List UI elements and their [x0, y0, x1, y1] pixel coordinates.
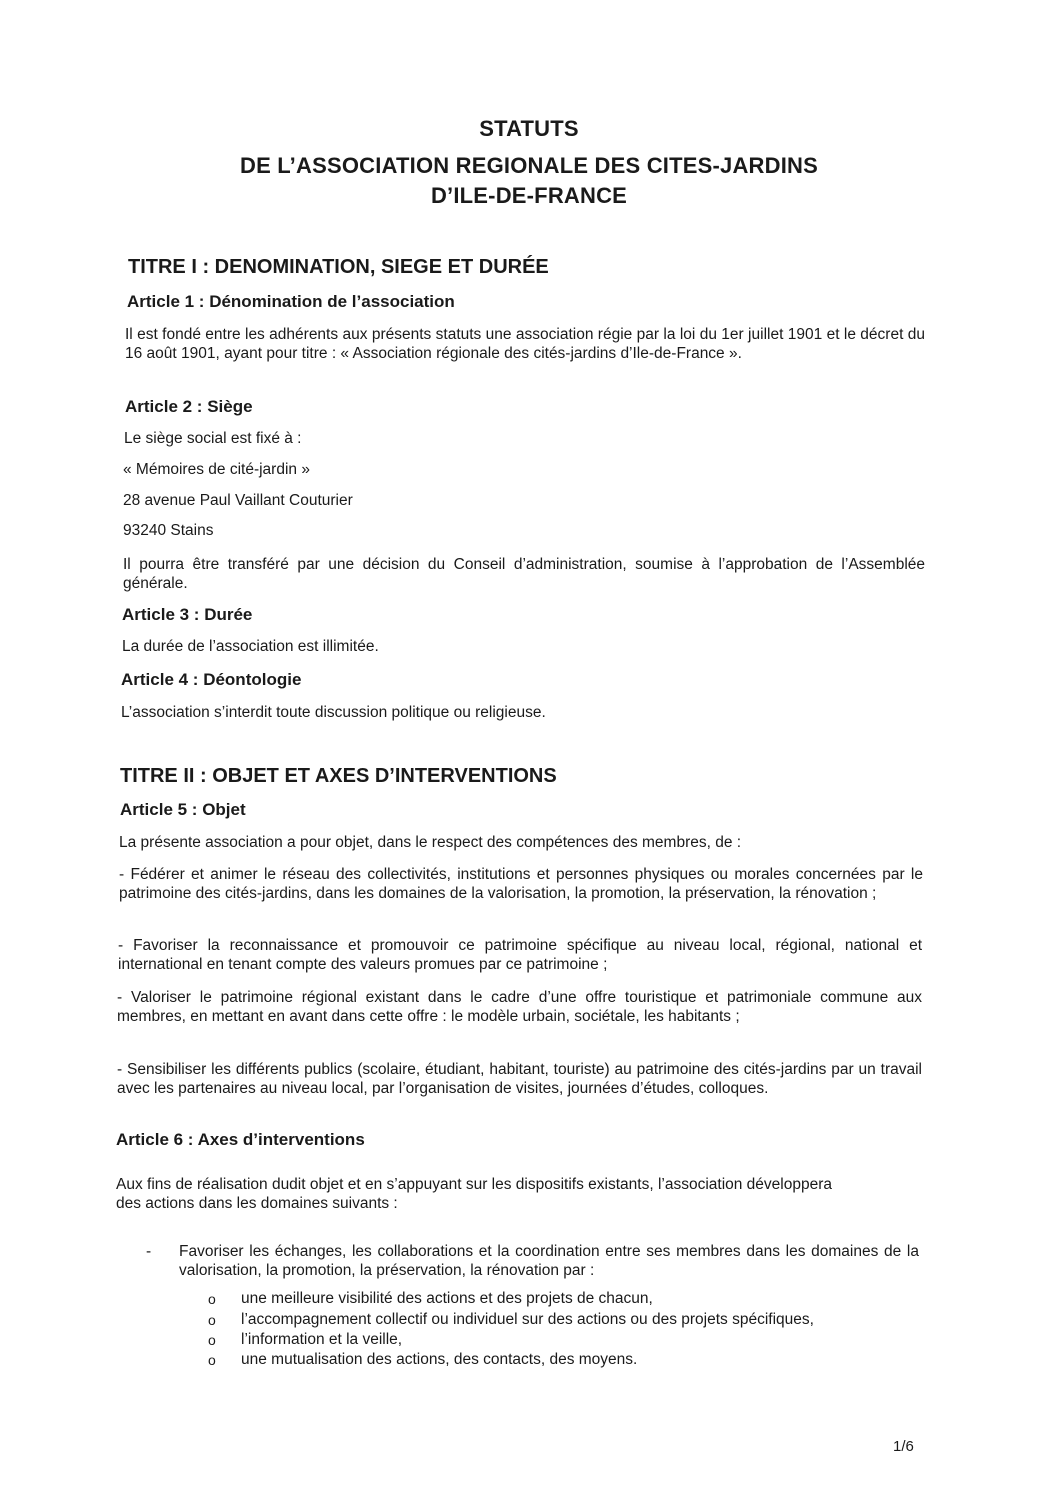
list-item: l’accompagnement collectif ou individuel sur des actions ou des projets spécifiques,: [241, 1311, 814, 1328]
siege-line-1: Le siège social est fixé à :: [124, 430, 302, 447]
page-number: 1/6: [893, 1438, 914, 1455]
article-5-item-1: - Fédérer et animer le réseau des collectivités, institutions et personnes physiques ou morales concernées par le patrimoine des cités-jardins, dans les domaines de la valorisation, la promotion, la préservation, la rénovation ;: [119, 866, 923, 902]
title-region: D’ILE-DE-FRANCE: [430, 183, 628, 208]
article-5-heading: Article 5 : Objet: [120, 800, 246, 819]
list-item: une mutualisation des actions, des contacts, des moyens.: [241, 1351, 638, 1368]
article-4-text: L’association s’interdit toute discussion politique ou religieuse.: [121, 704, 546, 721]
article-3-heading: Article 3 : Durée: [122, 605, 253, 624]
article-6-dash-item: Favoriser les échanges, les collaborations et la coordination entre ses membres dans les domaines de la valorisation, la promotion, la préservation, la rénovation par :: [179, 1243, 919, 1279]
article-1-heading: Article 1 : Dénomination de l’association: [127, 292, 455, 311]
article-5-item-2: - Favoriser la reconnaissance et promouvoir ce patrimoine spécifique au niveau local, régional, national et international en tenant compte des valeurs promues par ce patrimoine ;: [118, 937, 922, 973]
list-item: une meilleure visibilité des actions et des projets de chacun,: [241, 1290, 653, 1307]
article-5-item-3: - Valoriser le patrimoine régional existant dans le cadre d’une offre touristique et patrimoniale commune aux membres, en mettant en avant dans cette offre : le modèle urbain, sociétale, les habitants ;: [117, 989, 922, 1025]
article-5-intro: La présente association a pour objet, dans le respect des compétences des membres, de :: [119, 834, 742, 851]
article-2-heading: Article 2 : Siège: [125, 397, 253, 416]
section-heading-titre-2: TITRE II : OBJET ET AXES D’INTERVENTIONS: [120, 765, 557, 787]
siege-line-2: « Mémoires de cité-jardin »: [123, 461, 310, 478]
article-6-intro: Aux fins de réalisation dudit objet et en s’appuyant sur les dispositifs existants, l’association développera des actions dans les domaines suivants :: [116, 1176, 832, 1212]
title-statuts: STATUTS: [479, 116, 579, 141]
bullet-marker: o: [208, 1352, 216, 1368]
bullet-marker: o: [208, 1332, 216, 1348]
bullet-marker: o: [208, 1291, 216, 1307]
siege-city: 93240 Stains: [123, 522, 214, 539]
bullet-marker: o: [208, 1312, 216, 1328]
siege-address: 28 avenue Paul Vaillant Couturier: [123, 492, 353, 509]
section-heading-titre-1: TITRE I : DENOMINATION, SIEGE ET DURÉE: [128, 256, 549, 278]
article-3-text: La durée de l’association est illimitée.: [122, 638, 379, 655]
title-association: DE L’ASSOCIATION REGIONALE DES CITES-JARDINS: [239, 153, 818, 178]
list-item: l’information et la veille,: [241, 1331, 403, 1348]
article-1-text: Il est fondé entre les adhérents aux présents statuts une association régie par la loi du 1er juillet 1901 et le décret du 16 août 1901, ayant pour titre : « Association régionale des cités-jardins d’Ile-de-France ».: [125, 326, 925, 362]
article-2-text: Il pourra être transféré par une décision du Conseil d’administration, soumise à l’approbation de l’Assemblée générale.: [123, 556, 925, 592]
article-5-item-4: - Sensibiliser les différents publics (scolaire, étudiant, habitant, touriste) au patrimoine des cités-jardins par un travail avec les partenaires au niveau local, par l’organisation de visites, journées d’études, colloques.: [117, 1061, 922, 1097]
article-4-heading: Article 4 : Déontologie: [121, 670, 302, 689]
article-6-heading: Article 6 : Axes d’interventions: [116, 1130, 365, 1149]
dash-marker: -: [146, 1243, 152, 1260]
